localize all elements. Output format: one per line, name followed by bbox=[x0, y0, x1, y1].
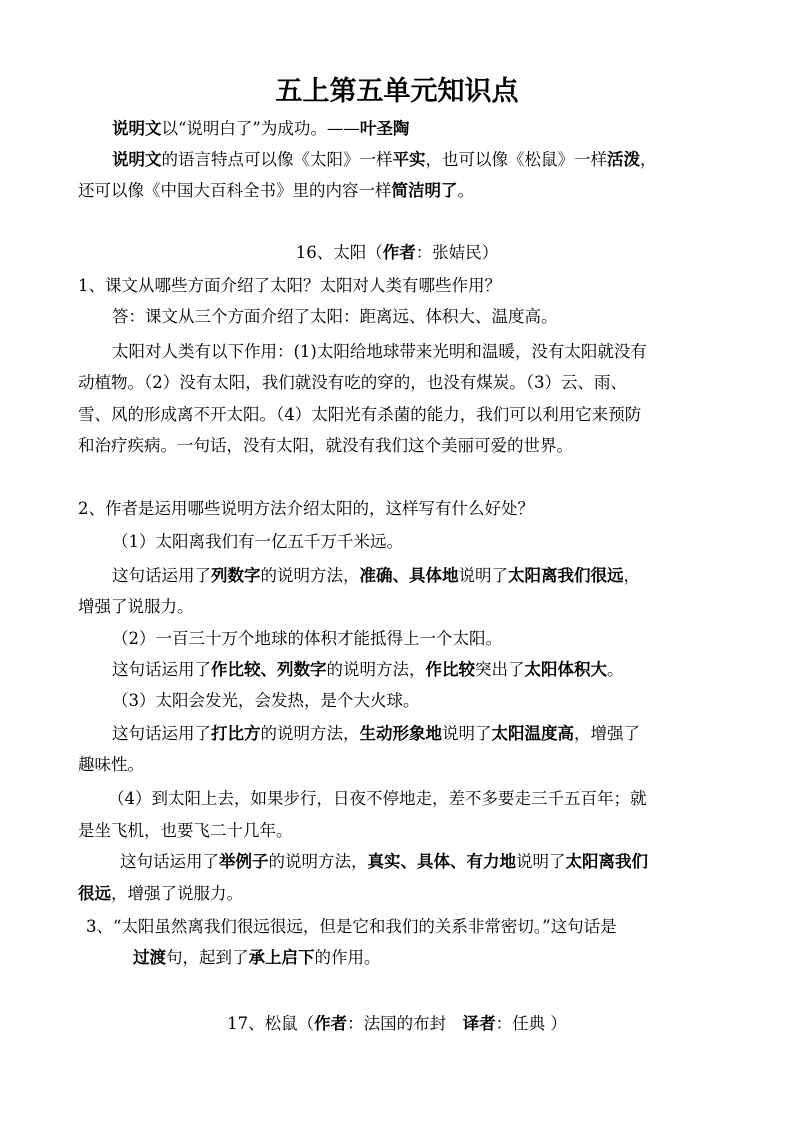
page-title: 五上第五单元知识点 bbox=[275, 76, 519, 107]
question-2: 2、作者是运用哪些说明方法介绍太阳的，这样写有什么好处？ bbox=[78, 499, 534, 518]
question-1: 1、课文从哪些方面介绍了太阳？太阳对人类有哪些作用？ bbox=[78, 276, 501, 295]
sentence-3-explanation: 这句话运用了打比方的说明方法，生动形象地说明了太阳温度高，增强了 bbox=[112, 724, 640, 743]
sentence-2-explanation: 这句话运用了作比较、列数字的说明方法，作比较突出了太阳体积大。 bbox=[112, 660, 624, 679]
term-expository: 说明文 bbox=[112, 119, 162, 138]
answer-1-line5: 和治疗疾病。一句话，没有太阳，就没有我们这个美丽可爱的世界。 bbox=[78, 436, 573, 455]
sentence-2: （2）一百三十万个地球的体积才能抵得上一个太阳。 bbox=[112, 629, 502, 648]
sentence-1: （1）太阳离我们有一亿五千万千米远。 bbox=[112, 532, 403, 551]
lesson16-heading: 16、太阳（作者：张姞民） bbox=[295, 243, 499, 262]
sentence-4-explanation-line2: 很远，增强了说服力。 bbox=[78, 884, 243, 903]
sentence-3: （3）太阳会发光，会发热，是个大火球。 bbox=[112, 691, 420, 710]
sentence-1-explanation: 这句话运用了列数字的说明方法，准确、具体地说明了太阳离我们很远， bbox=[112, 566, 640, 585]
lesson17-heading: 17、松鼠（作者：法国的布封 译者：任典 ） bbox=[227, 1014, 567, 1033]
question-3-line2: 过渡句，起到了承上启下的作用。 bbox=[133, 948, 381, 967]
answer-1-line4: 雪、风的形成离不开太阳。（4）太阳光有杀菌的能力，我们可以利用它来预防 bbox=[78, 405, 642, 424]
answer-1-line1: 答：课文从三个方面介绍了太阳：距离远、体积大、温度高。 bbox=[112, 307, 558, 326]
sentence-4-line2: 是坐飞机，也要飞二十几年。 bbox=[78, 821, 293, 840]
sentence-4-line1: （4）到太阳上去，如果步行，日夜不停地走，差不多要走三千五百年；就 bbox=[108, 789, 647, 808]
sentence-3-explanation-line2: 趣味性。 bbox=[78, 755, 144, 774]
intro-quote: 说明文以“说明白了”为成功。——叶圣陶 bbox=[112, 119, 410, 138]
intro-language-line2: 还可以像《中国大百科全书》里的内容一样简洁明了。 bbox=[78, 181, 474, 200]
intro-language-line1: 说明文的语言特点可以像《太阳》一样平实，也可以像《松鼠》一样活泼， bbox=[112, 150, 657, 169]
sentence-1-explanation-line2: 增强了说服力。 bbox=[78, 597, 194, 616]
sentence-4-explanation: 这句话运用了举例子的说明方法，真实、具体、有力地说明了太阳离我们 bbox=[120, 852, 648, 871]
quote-author: 叶圣陶 bbox=[359, 119, 410, 138]
question-3-line1: 3、“太阳虽然离我们很远很远，但是它和我们的关系非常密切。”这句话是 bbox=[86, 917, 617, 936]
answer-1-line2: 太阳对人类有以下作用：(1)太阳给地球带来光明和温暖，没有太阳就没有 bbox=[112, 342, 647, 361]
answer-1-line3: 动植物。（2）没有太阳，我们就没有吃的穿的，也没有煤炭。（3）云、雨、 bbox=[78, 373, 627, 392]
